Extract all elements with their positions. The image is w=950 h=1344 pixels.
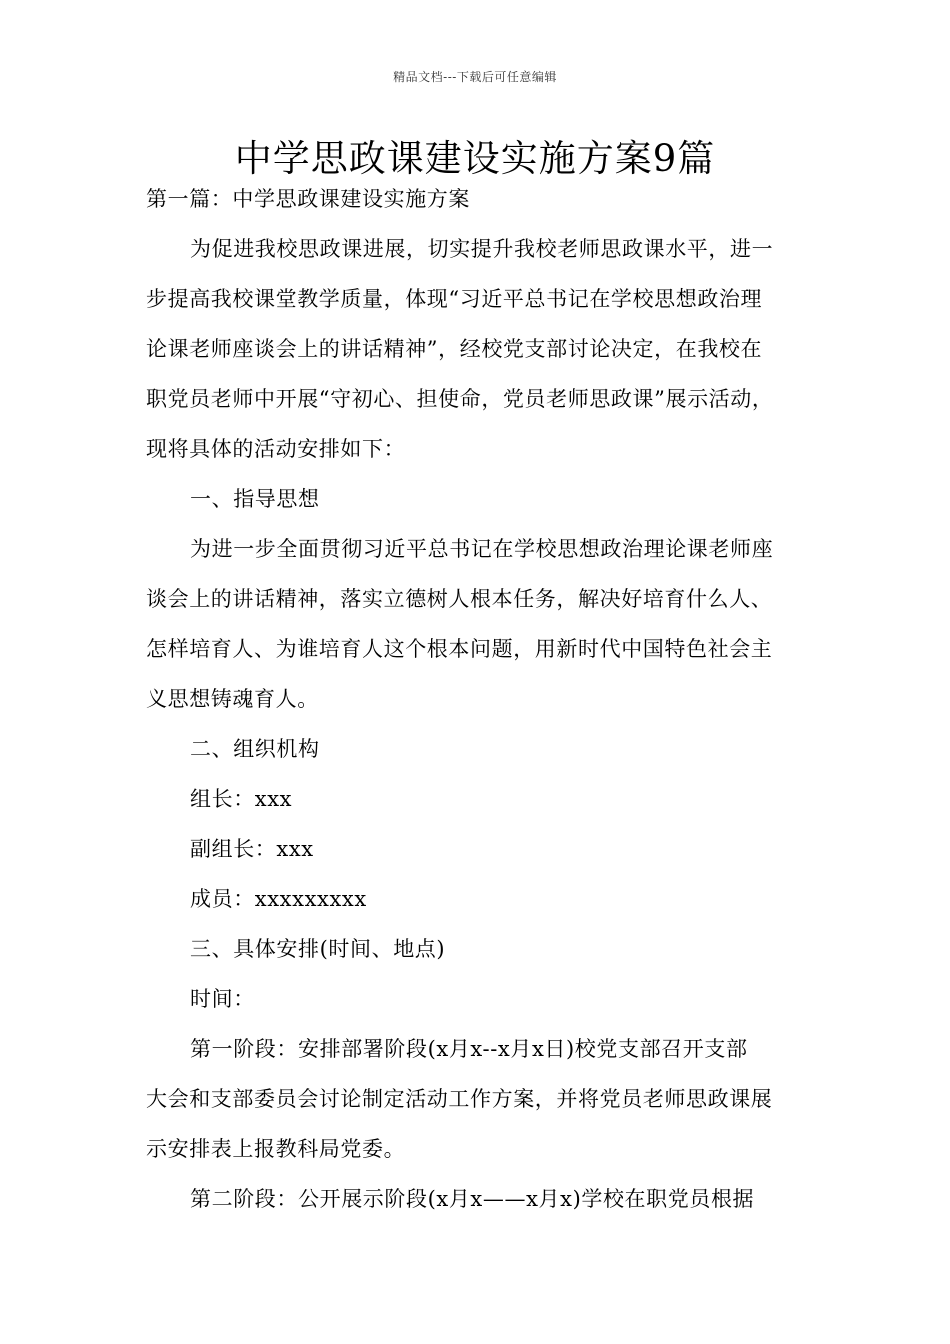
paragraph: [146, 784, 808, 815]
text-line: 第一阶段：安排部署阶段(x月x--x月x日)校党支部召开支部: [190, 1037, 748, 1061]
text-line: 现将具体的活动安排如下：: [146, 437, 406, 461]
paragraph: [146, 884, 808, 915]
document-body: [146, 184, 808, 1215]
text-line: 怎样培育人、为谁培育人这个根本问题，用新时代中国特色社会主: [146, 637, 773, 661]
text-line: 论课老师座谈会上的讲话精神”，经校党支部讨论决定，在我校在: [146, 337, 763, 361]
text-line: 三、具体安排(时间、地点): [190, 937, 446, 961]
text-line: 成员：xxxxxxxxx: [190, 887, 367, 911]
paragraph: [146, 734, 808, 765]
text-line: 副组长：xxx: [190, 837, 314, 861]
paragraph: [146, 834, 808, 865]
paragraph: [146, 184, 808, 215]
text-line: 第二阶段：公开展示阶段(x月x——x月x)学校在职党员根据: [190, 1187, 755, 1211]
paragraph: [146, 234, 808, 465]
paragraph: [146, 1184, 808, 1215]
text-line: 为促进我校思政课进展，切实提升我校老师思政课水平，进一: [190, 237, 774, 261]
text-line: 谈会上的讲话精神，落实立德树人根本任务，解决好培育什么人、: [146, 587, 773, 611]
paragraph: [146, 984, 808, 1015]
text-line: 大会和支部委员会讨论制定活动工作方案，并将党员老师思政课展: [146, 1087, 773, 1111]
text-line: 第一篇：中学思政课建设实施方案: [146, 187, 470, 211]
paragraph: [146, 484, 808, 515]
text-line: 二、组织机构: [190, 737, 320, 761]
header-note: 精品文档---下载后可任意编辑: [393, 70, 557, 84]
text-line: 义思想铸魂育人。: [146, 687, 319, 711]
text-line: 一、指导思想: [190, 487, 320, 511]
text-line: 职党员老师中开展“守初心、担使命，党员老师思政课”展示活动，: [146, 387, 774, 411]
document-title: 中学思政课建设实施方案9篇: [234, 137, 716, 180]
text-line: 为进一步全面贯彻习近平总书记在学校思想政治理论课老师座: [190, 537, 774, 561]
text-line: 示安排表上报教科局党委。: [146, 1137, 406, 1161]
paragraph: [146, 934, 808, 965]
paragraph: [146, 1034, 808, 1165]
paragraph: [146, 534, 808, 715]
text-line: 步提高我校课堂教学质量，体现“习近平总书记在学校思想政治理: [146, 287, 763, 311]
text-line: 组长：xxx: [190, 787, 293, 811]
text-line: 时间：: [190, 987, 255, 1011]
